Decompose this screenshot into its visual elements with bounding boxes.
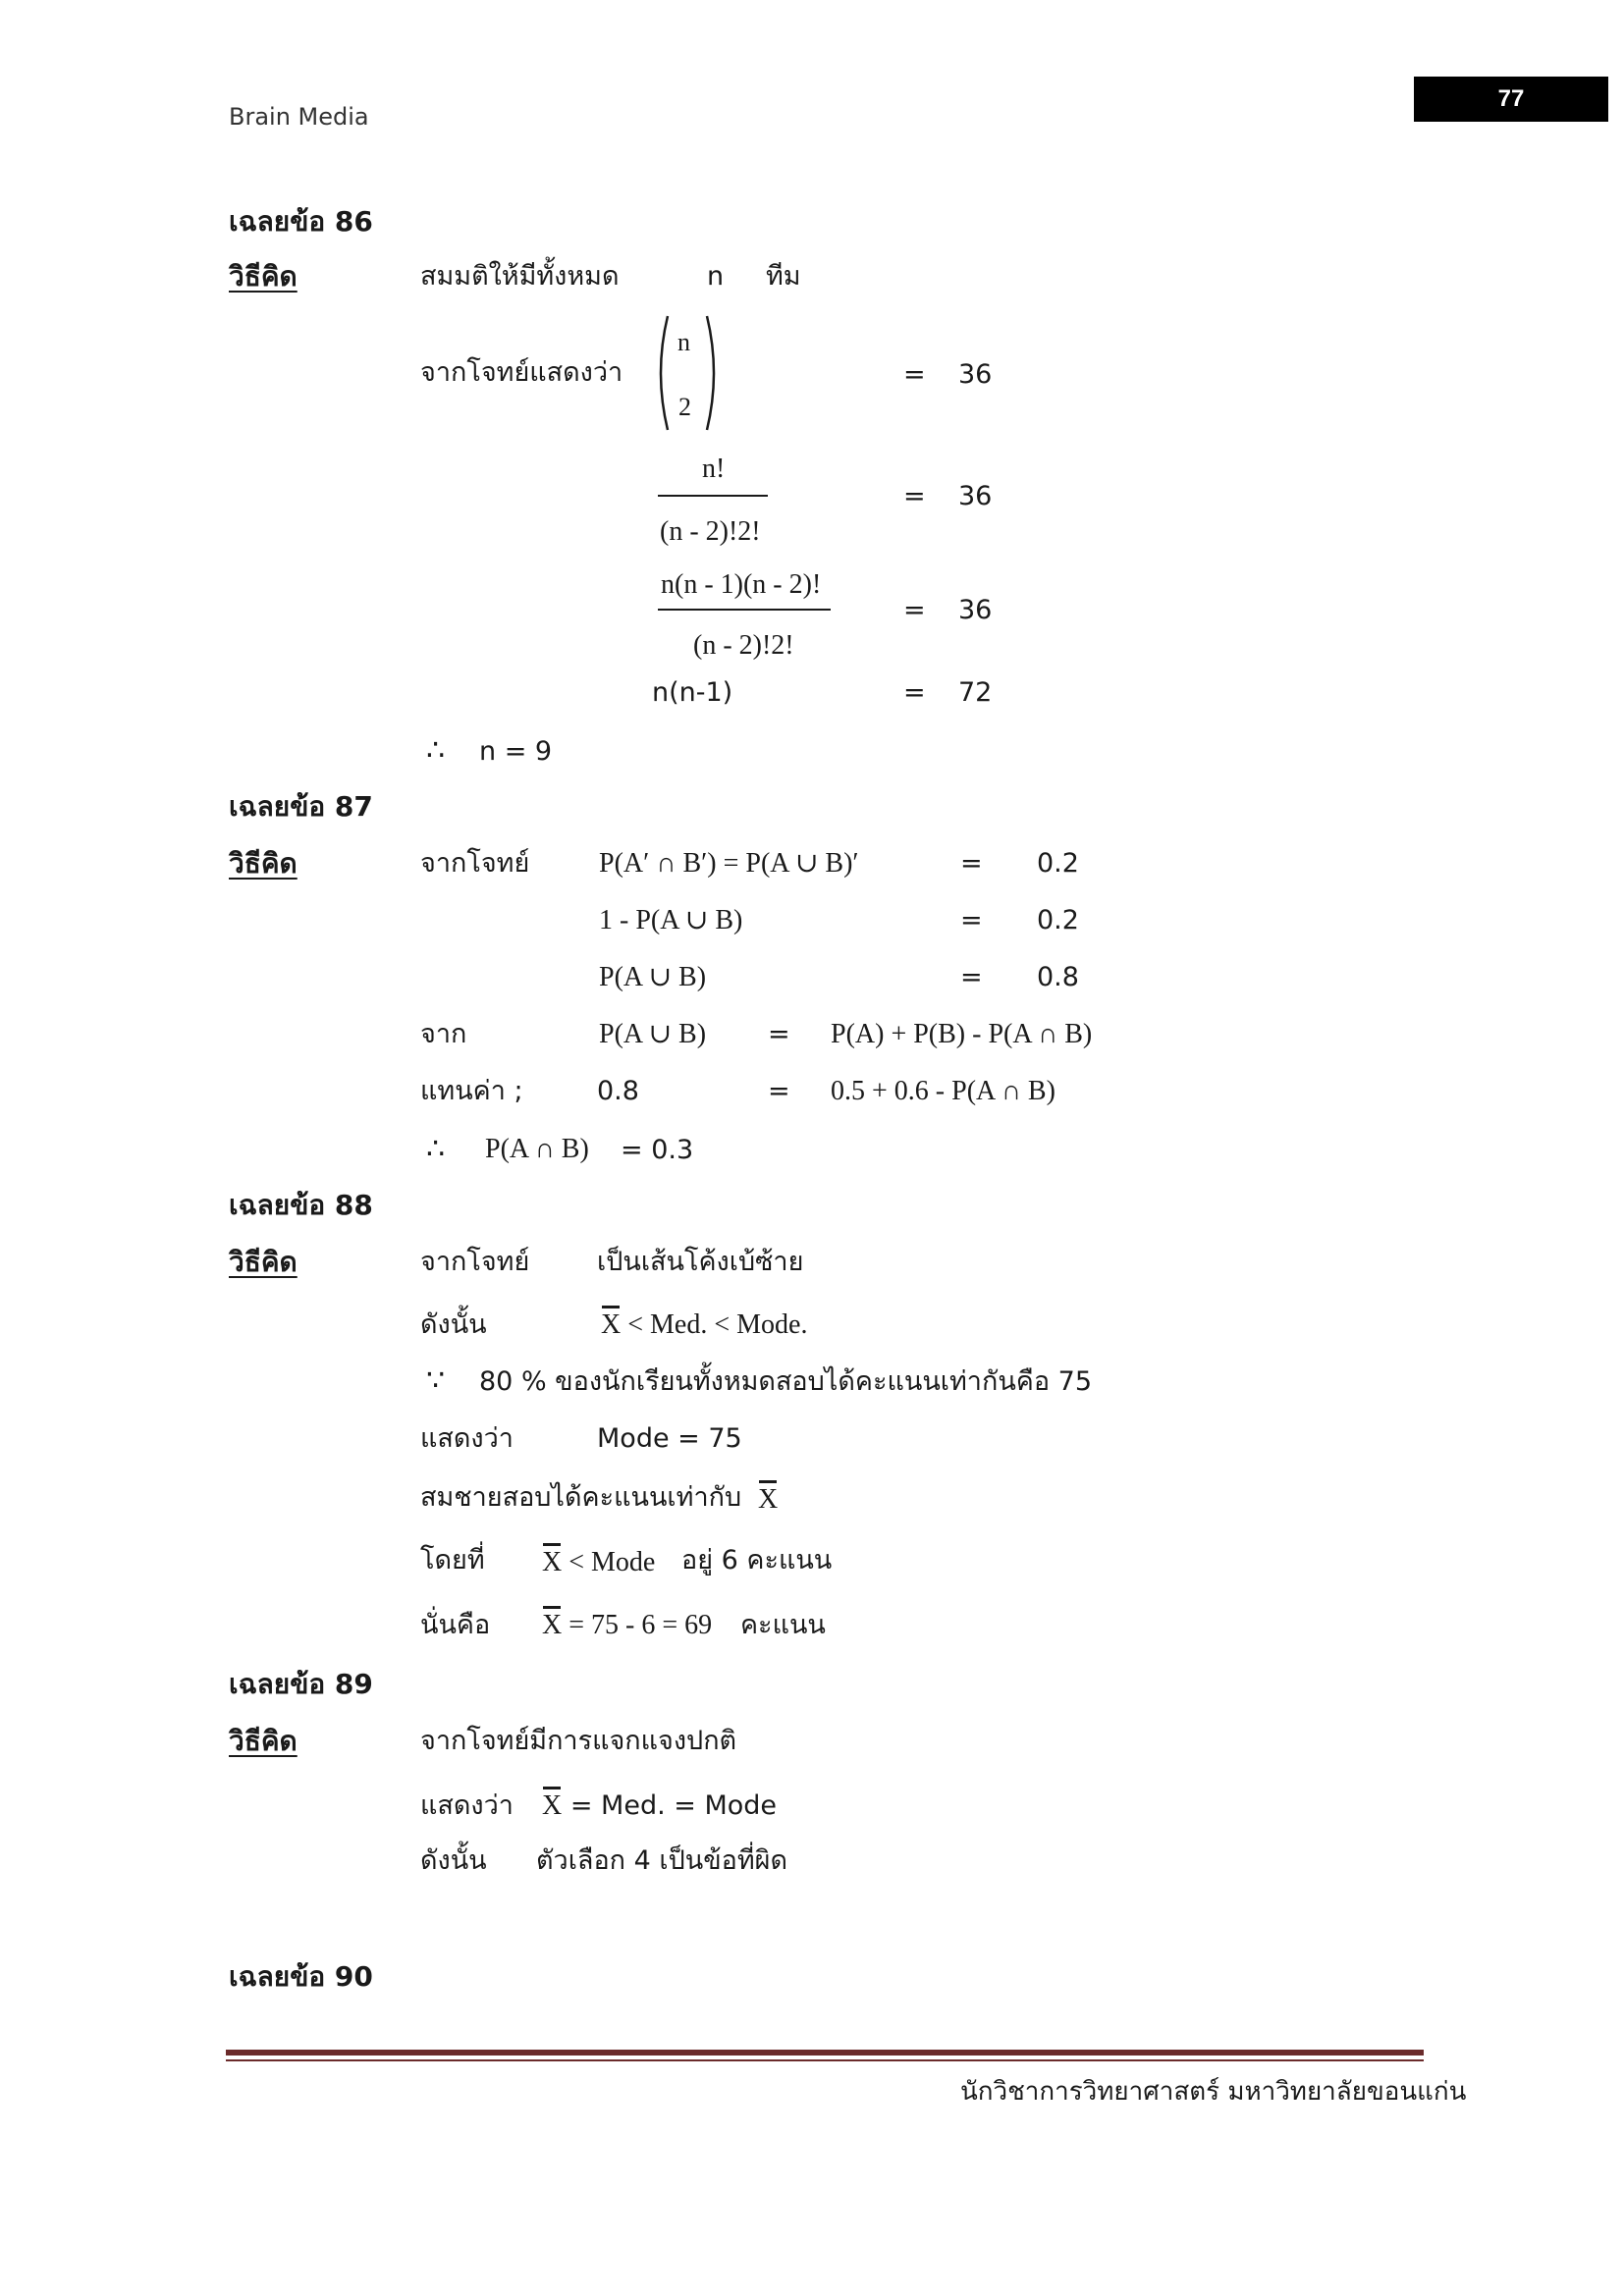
q86-line1-text: สมมติให้มีทั้งหมด — [420, 261, 620, 292]
q89-line2-rest: = Med. = Mode — [569, 1790, 778, 1821]
q89-line2-text: แสดงว่า — [420, 1790, 514, 1821]
q88-line7-text: นั่นคือ — [420, 1610, 491, 1640]
header-brand: Brain Media — [229, 103, 369, 131]
q88-line7-rest: = 75 - 6 = 69 — [568, 1610, 713, 1640]
q86-eq-1: = — [903, 359, 926, 390]
q86-frac2-bar — [658, 609, 831, 611]
q86-line5-lhs: n(n-1) — [652, 677, 733, 708]
q88-line7-tail: คะแนน — [740, 1610, 826, 1640]
xbar-symbol: X — [758, 1484, 779, 1515]
q88-line6-rest: < Mode — [568, 1547, 656, 1577]
q87-line4-lhs: P(A ∪ B) — [599, 1019, 707, 1049]
footer-rule-thin — [226, 2059, 1424, 2061]
q86-frac2-denominator: (n - 2)!2! — [693, 630, 794, 661]
q90-title: เฉลยข้อ 90 — [229, 1960, 373, 1993]
q87-line1-val: 0.2 — [1037, 848, 1079, 879]
q87-result-val: = 0.3 — [621, 1135, 694, 1165]
q87-line1-text: จากโจทย์ — [420, 848, 530, 879]
q89-line2-expr — [542, 1792, 777, 1820]
q86-eq-2: = — [903, 481, 926, 511]
q88-line4-value: Mode = 75 — [597, 1423, 742, 1454]
q86-line5-val: 72 — [958, 677, 993, 708]
q87-eq-2: = — [960, 905, 983, 935]
q88-line3-text: 80 % ของนักเรียนทั้งหมดสอบได้คะแนนเท่ากันคือ 75 — [479, 1366, 1092, 1397]
q88-line5-text: สมชายสอบได้คะแนนเท่ากับ — [420, 1482, 742, 1513]
q86-eq-4: = — [903, 677, 926, 708]
q87-eq-4: = — [768, 1019, 790, 1049]
q87-line5-lhs: 0.8 — [597, 1076, 639, 1106]
q88-line6-expr — [542, 1549, 655, 1576]
q86-therefore-icon: ∴ — [426, 733, 446, 768]
q86-val-3: 36 — [958, 595, 993, 625]
q87-line5-text: แทนค่า ; — [420, 1076, 523, 1106]
q87-result-expr: P(A ∩ B) — [485, 1134, 589, 1164]
q86-frac1-denominator: (n - 2)!2! — [660, 516, 761, 547]
q86-line2-text: จากโจทย์แสดงว่า — [420, 357, 623, 388]
q87-line3-val: 0.8 — [1037, 962, 1079, 992]
q89-title: เฉลยข้อ 89 — [229, 1668, 373, 1700]
q86-frac1-numerator: n! — [702, 454, 726, 484]
xbar-symbol: X — [542, 1610, 563, 1640]
q88-because-icon: ∵ — [426, 1363, 446, 1398]
q87-line4-text: จาก — [420, 1019, 467, 1049]
q87-line4-rhs: P(A) + P(B) - P(A ∩ B) — [831, 1019, 1093, 1049]
q87-eq-5: = — [768, 1076, 790, 1106]
q86-eq-3: = — [903, 595, 926, 625]
q87-eq-3: = — [960, 962, 983, 992]
q86-frac2-numerator: n(n - 1)(n - 2)! — [661, 569, 822, 600]
xbar-symbol: X — [601, 1309, 622, 1340]
page-number: 77 — [1497, 85, 1525, 112]
q86-title: เฉลยข้อ 86 — [229, 205, 373, 238]
q86-result: n = 9 — [479, 736, 553, 767]
q89-method: วิธีคิด — [229, 1725, 298, 1757]
q88-line6-text: โดยที่ — [420, 1545, 485, 1575]
q87-line1-expr: P(A′ ∩ B′) = P(A ∪ B)′ — [599, 848, 859, 879]
footer-text: นักวิชาการวิทยาศาสตร์ มหาวิทยาลัยขอนแก่น — [960, 2077, 1467, 2107]
q87-line5-rhs: 0.5 + 0.6 - P(A ∩ B) — [831, 1076, 1056, 1106]
q86-method: วิธีคิด — [229, 260, 298, 293]
binomial-bottom: 2 — [678, 393, 691, 421]
q88-title: เฉลยข้อ 88 — [229, 1189, 373, 1221]
q88-line4-text: แสดงว่า — [420, 1423, 514, 1454]
q87-line3-expr: P(A ∪ B) — [599, 962, 707, 992]
q88-line2-text: ดังนั้น — [420, 1309, 487, 1340]
q88-line1-text: จากโจทย์ — [420, 1247, 530, 1277]
q86-frac1-bar — [658, 495, 768, 497]
binomial-top: n — [677, 328, 690, 356]
xbar-symbol: X — [542, 1790, 563, 1821]
q88-line5-xbar — [758, 1486, 778, 1514]
q88-line7-expr — [542, 1612, 712, 1639]
q88-line1-value: เป็นเส้นโค้งเบ้ซ้าย — [597, 1247, 804, 1277]
q87-line2-expr: 1 - P(A ∪ B) — [599, 905, 743, 935]
q89-line3-value: ตัวเลือก 4 เป็นข้อที่ผิด — [536, 1845, 788, 1876]
q89-line3-text: ดังนั้น — [420, 1845, 487, 1876]
q88-line2-expr — [601, 1311, 807, 1339]
q87-therefore-icon: ∴ — [426, 1132, 446, 1166]
q87-method: วิธีคิด — [229, 847, 298, 880]
xbar-symbol: X — [542, 1547, 563, 1577]
q88-line2-rest: < Med. < Mode. — [627, 1309, 808, 1340]
q87-line2-val: 0.2 — [1037, 905, 1079, 935]
footer-rule-thick — [226, 2050, 1424, 2056]
q88-line6-tail: อยู่ 6 คะแนน — [681, 1545, 833, 1575]
page-number-box — [1414, 77, 1608, 122]
q86-val-2: 36 — [958, 481, 993, 511]
q87-eq-1: = — [960, 848, 983, 879]
q86-line1-n: n — [707, 261, 725, 292]
q88-method: วิธีคิด — [229, 1246, 298, 1278]
q86-val-1: 36 — [958, 359, 993, 390]
q89-line1-text: จากโจทย์มีการแจกแจงปกติ — [420, 1726, 737, 1756]
q87-title: เฉลยข้อ 87 — [229, 790, 373, 823]
q86-line1-unit: ทีม — [766, 261, 801, 292]
